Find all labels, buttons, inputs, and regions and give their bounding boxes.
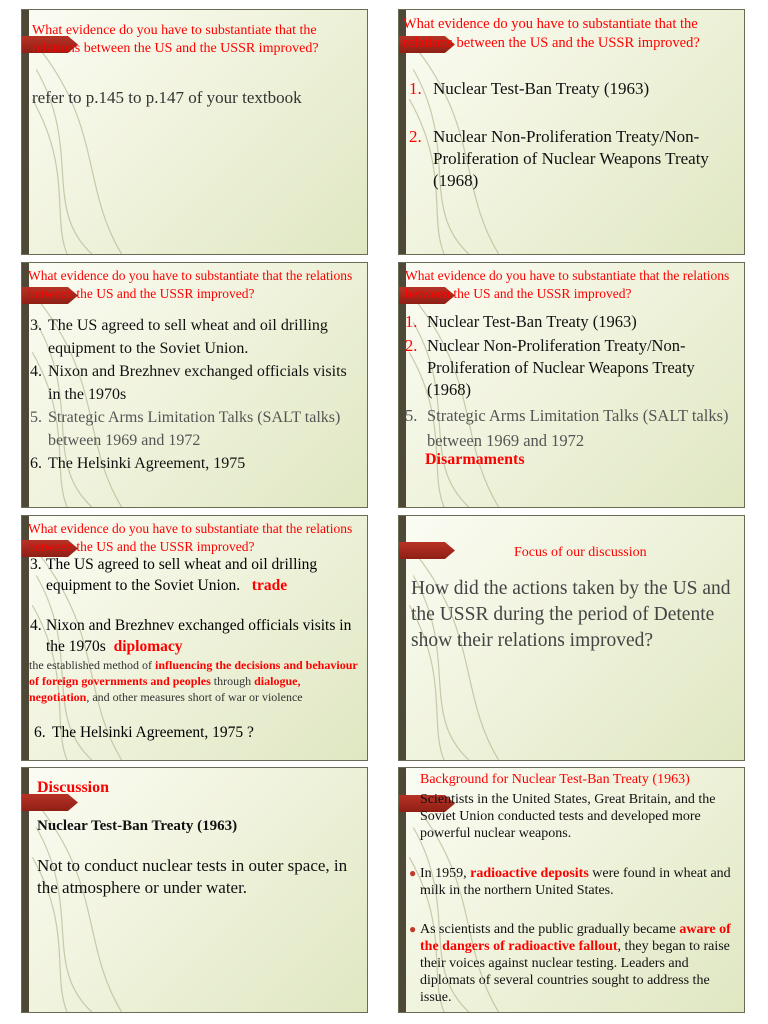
list-item-6: 6. The Helsinki Agreement, 1975 ?	[34, 724, 254, 741]
slide-title: Focus of our discussion	[514, 545, 647, 560]
evidence-list	[30, 314, 360, 475]
slide-title: Background for Nuclear Test-Ban Treaty (1963)	[420, 772, 690, 787]
slide-title: What evidence do you have to substantiate that the relations between the US and the USSR improved?	[28, 268, 353, 301]
slide-3	[21, 262, 368, 508]
list-item: 6. The Helsinki Agreement, 1975	[30, 455, 246, 472]
diplomacy-definition: the established method of influencing the decisions and behaviour of foreign governments and peoples through dialogue, negotiation, and other measures short of war or violence	[29, 658, 358, 704]
list-item: 5. Strategic Arms Limitation Talks (SALT talks) between 1969 and 1972	[405, 406, 729, 450]
diplomacy-tag: diplomacy	[113, 638, 183, 655]
slide-4	[398, 262, 745, 508]
trade-tag: trade	[251, 577, 288, 594]
list-item: 2. Nuclear Non-Proliferation Treaty/Non-Proliferation of Nuclear Weapons Treaty (1968)	[409, 127, 709, 190]
category-tag: Disarmaments	[425, 451, 525, 468]
slide-body: refer to p.145 to p.147 of your textbook	[32, 88, 302, 107]
slide-6	[398, 515, 745, 761]
evidence-list	[409, 78, 734, 192]
slide-title: What evidence do you have to substantiate that the relations between the US and the USSR improved?	[28, 521, 353, 554]
list-item: 4. Nixon and Brezhnev exchanged officials visits in the 1970s	[30, 363, 347, 403]
list-item: 3. The US agreed to sell wheat and oil drilling equipment to the Soviet Union.	[30, 317, 328, 357]
list-item: 2. Nuclear Non-Proliferation Treaty/Non-Proliferation of Nuclear Weapons Treaty (1968)	[405, 336, 695, 399]
slide-body: How did the actions taken by the US and the USSR during the period of Detente show their relations improved?	[411, 578, 731, 651]
slide-title: What evidence do you have to substantiate that the relations between the US and the USSR improved?	[32, 23, 319, 56]
slide-2	[398, 9, 745, 255]
bullet-icon: ●	[409, 866, 417, 880]
paragraph-1: Scientists in the United States, Great Britain, and the Soviet Union conducted tests and developed more powerful nuclear weapons.	[420, 792, 716, 841]
list-item: 1. Nuclear Test-Ban Treaty (1963)	[409, 79, 650, 98]
slide-8	[398, 767, 745, 1013]
evidence-list	[405, 311, 735, 453]
slide-title: What evidence do you have to substantiate that the relations between the US and the USSR improved?	[405, 268, 730, 301]
list-item-4: 4. Nixon and Brezhnev exchanged officials visits in the 1970s diplomacy	[30, 617, 352, 655]
red-arrow-shape	[399, 542, 455, 559]
paragraph-3: ● As scientists and the public gradually became aware of the dangers of radioactive fallout, they began to raise their voices against nuclear testing. Leaders and diplomats of several countries sought to address the issue.	[409, 922, 731, 1005]
slide-subtitle: Nuclear Test-Ban Treaty (1963)	[37, 818, 238, 834]
slide-5	[21, 515, 368, 761]
slide-body: Not to conduct nuclear tests in outer space, in the atmosphere or under water.	[37, 856, 348, 897]
list-item: 1. Nuclear Test-Ban Treaty (1963)	[405, 312, 637, 331]
paragraph-2: ● In 1959, radioactive deposits were found in wheat and milk in the northern United States.	[409, 866, 731, 898]
slide-title: Discussion	[37, 779, 110, 796]
bullet-icon: ●	[409, 922, 417, 936]
slide-1	[21, 9, 368, 255]
slide-7	[21, 767, 368, 1013]
slide-title: What evidence do you have to substantiate that the relations between the US and the USSR improved?	[403, 16, 700, 51]
list-item-3: 3. The US agreed to sell wheat and oil drilling equipment to the Soviet Union. trade	[30, 556, 318, 594]
list-item: 5. Strategic Arms Limitation Talks (SALT talks) between 1969 and 1972	[30, 409, 341, 449]
